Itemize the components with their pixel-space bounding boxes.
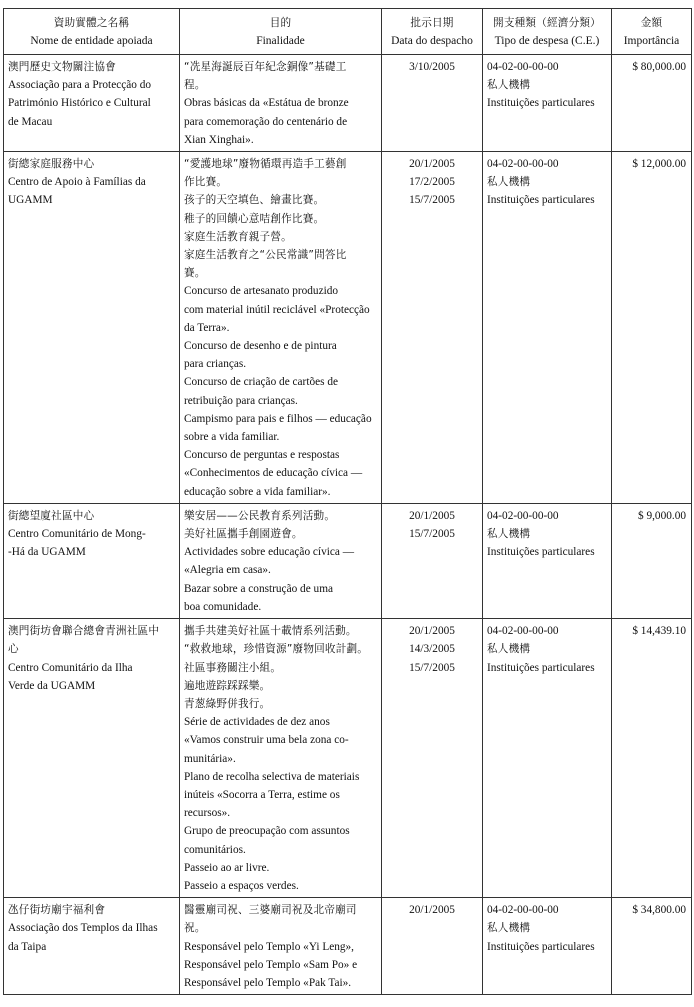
purpose-cell-line: Responsável pelo Templo «Sam Po» e [184,958,358,971]
table-row [4,503,692,618]
header-dispatch-date-zh: 批示日期 [410,17,454,29]
header-dispatch-date [382,9,483,55]
entity-name-cell-line: 心 [8,643,19,656]
purpose-cell-line: Xian Xinghai». [184,133,254,146]
entity-name-cell-line: Associação dos Templos da Ilhas [8,922,158,935]
dispatch-date-cell-line: 20/1/2005 [409,904,455,917]
dispatch-date-cell [382,152,483,504]
entity-name-cell-line: Verde da UGAMM [8,679,96,692]
dispatch-date-cell-line: 14/3/2005 [409,643,455,656]
header-entity-name-pt: Nome de entidade apoiada [30,35,153,47]
purpose-cell-line: “冼星海誕辰百年紀念銅像”基礎工 [184,61,347,73]
purpose-cell-line: Passeio ao ar livre. [184,861,270,874]
purpose-cell-line: 孩子的天空填色、繪畫比賽。 [184,194,325,207]
dispatch-date-cell-line: 17/2/2005 [409,176,455,189]
dispatch-date-cell-line: 20/1/2005 [409,509,455,522]
purpose-cell-line: para comemoração do centenário de [184,115,348,128]
amount-cell: $ 9,000.00 [612,503,692,618]
header-expense-type-pt: Tipo de despesa (C.E.) [494,35,600,47]
purpose-cell-line: “救救地球，珍惜資源”廢物回收計劃。 [184,643,369,656]
subsidy-table [3,8,692,995]
table-body [4,55,692,995]
purpose-cell-line: Bazar sobre a construção de uma [184,582,333,595]
entity-name-cell-line: 澳門歷史文物關注協會 [8,61,116,73]
purpose-cell-line: retribuição para crianças. [184,394,298,407]
purpose-cell-line: 祝。 [184,922,206,935]
entity-name-cell [4,152,180,504]
amount-cell: $ 80,000.00 [612,55,692,152]
entity-name-cell-line: 街總望廈社區中心 [8,509,95,522]
purpose-cell-line: recursos». [184,807,231,820]
purpose-cell-line: 作比賽。 [184,176,228,189]
purpose-cell-line: Concurso de perguntas e respostas [184,449,340,462]
header-entity-name-zh: 資助實體之名稱 [53,17,130,29]
purpose-cell-line: 賽。 [184,267,206,280]
expense-type-cell-line: 04-02-00-00-00 [487,509,559,522]
purpose-cell-line: Concurso de artesanato produzido [184,285,339,298]
purpose-cell-line: comunitários. [184,843,246,856]
entity-name-cell-line: Centro Comunitário da Ilha [8,661,133,674]
header-amount [612,9,692,55]
purpose-cell [180,55,382,152]
entity-name-cell [4,503,180,618]
expense-type-cell-line: Instituições particulares [487,194,595,207]
expense-type-cell-line: 04-02-00-00-00 [487,625,559,638]
table-row [4,55,692,152]
entity-name-cell [4,898,180,995]
purpose-cell-line: 樂安居——公民教育系列活動。 [184,509,336,522]
purpose-cell-line: para crianças. [184,358,247,371]
purpose-cell-line: 社區事務關注小組。 [184,661,282,674]
entity-name-cell-line: 澳門街坊會聯合總會青洲社區中 [8,625,160,638]
dispatch-date-cell [382,55,483,152]
entity-name-cell-line: Associação para a Protecção do [8,79,152,92]
purpose-cell-line: Obras básicas da «Estátua de bronze [184,97,349,110]
entity-name-cell [4,619,180,898]
entity-name-cell-line: 氹仔街坊廟宇福利會 [8,904,106,917]
purpose-cell-line: 醫靈廟司祝、三婆廟司祝及北帝廟司 [184,904,357,917]
expense-type-cell-line: Instituições particulares [487,97,595,110]
header-dispatch-date-pt: Data do despacho [391,35,473,47]
dispatch-date-cell [382,898,483,995]
dispatch-date-cell-line: 3/10/2005 [409,61,455,73]
entity-name-cell-line: UGAMM [8,194,53,207]
purpose-cell-line: Actividades sobre educação cívica — [184,546,355,559]
expense-type-cell-line: 私人機構 [487,922,531,935]
header-amount-zh: 金額 [640,17,663,29]
purpose-cell-line: “愛護地球”廢物循環再造手工藝創 [184,158,347,171]
entity-name-cell-line: Património Histórico e Cultural [8,97,151,110]
entity-name-cell-line: Centro de Apoio à Famílias da [8,176,146,189]
purpose-cell-line: da Terra». [184,321,230,334]
purpose-cell-line: «Vamos construir uma bela zona co- [184,734,349,747]
purpose-cell-line: 遍地遊踪踩踩樂。 [184,679,271,692]
expense-type-cell [483,898,612,995]
expense-type-cell-line: Instituições particulares [487,546,595,559]
purpose-cell-line: sobre a vida familiar. [184,431,280,444]
purpose-cell [180,503,382,618]
purpose-cell-line: Plano de recolha selectiva de materiais [184,770,360,783]
purpose-cell-line: 家庭生活教育親子營。 [184,230,292,243]
amount-cell: $ 34,800.00 [612,898,692,995]
purpose-cell [180,898,382,995]
dispatch-date-cell-line: 20/1/2005 [409,158,455,171]
header-entity-name [4,9,180,55]
header-expense-type [483,9,612,55]
table-header-row [4,9,692,55]
table-row [4,152,692,504]
table-row [4,619,692,898]
expense-type-cell [483,55,612,152]
purpose-cell-line: Responsável pelo Templo «Pak Tai». [184,976,352,989]
purpose-cell-line: 攜手共建美好社區十載情系列活動。 [184,625,357,638]
purpose-cell [180,619,382,898]
entity-name-cell [4,55,180,152]
entity-name-cell-line: Centro Comunitário de Mong- [8,528,146,541]
purpose-cell-line: Responsável pelo Templo «Yi Leng», [184,940,354,953]
table-row [4,898,692,995]
dispatch-date-cell-line: 20/1/2005 [409,625,455,638]
dispatch-date-cell [382,619,483,898]
header-amount-pt: Importância [623,35,680,47]
purpose-cell-line: Campismo para pais e filhos — educação [184,412,372,425]
purpose-cell-line: 青葱綠野併我行。 [184,697,271,710]
expense-type-cell-line: 04-02-00-00-00 [487,61,559,73]
expense-type-cell [483,152,612,504]
purpose-cell-line: Concurso de criação de cartões de [184,376,339,389]
header-expense-type-zh: 開支種類（經濟分類） [493,17,601,29]
expense-type-cell-line: 04-02-00-00-00 [487,904,559,917]
expense-type-cell-line: 私人機構 [487,176,531,189]
purpose-cell-line: 美好社區攜手創園遊會。 [184,528,303,541]
expense-type-cell-line: 私人機構 [487,528,531,541]
entity-name-cell-line: 街總家庭服務中心 [8,158,95,171]
dispatch-date-cell-line: 15/7/2005 [409,661,455,674]
amount-cell: $ 12,000.00 [612,152,692,504]
purpose-cell-line: com material inútil reciclável «Protecção [184,303,370,316]
purpose-cell-line: Grupo de preocupação com assuntos [184,825,350,838]
header-purpose [180,9,382,55]
purpose-cell-line: Série de actividades de dez anos [184,716,330,729]
amount-cell: $ 14,439.10 [612,619,692,898]
purpose-cell-line: munitária». [184,752,236,765]
purpose-cell-line: boa comunidade. [184,600,262,613]
entity-name-cell-line: da Taipa [8,940,47,953]
header-purpose-zh: 目的 [269,17,292,29]
dispatch-date-cell-line: 15/7/2005 [409,528,455,541]
header-purpose-pt: Finalidade [256,35,305,47]
purpose-cell-line: 稚子的回饋心意咭創作比賽。 [184,212,325,225]
expense-type-cell-line: Instituições particulares [487,661,595,674]
purpose-cell-line: inúteis «Socorra a Terra, estime os [184,788,340,801]
expense-type-cell [483,619,612,898]
dispatch-date-cell [382,503,483,618]
entity-name-cell-line: de Macau [8,115,53,128]
expense-type-cell-line: Instituições particulares [487,940,595,953]
purpose-cell-line: «Alegria em casa». [184,564,271,577]
purpose-cell-line: Passeio a espaços verdes. [184,879,299,892]
purpose-cell [180,152,382,504]
expense-type-cell-line: 私人機構 [487,79,531,92]
purpose-cell-line: Concurso de desenho e de pintura [184,340,337,353]
purpose-cell-line: 程。 [184,79,206,92]
expense-type-cell [483,503,612,618]
expense-type-cell-line: 私人機構 [487,643,531,656]
entity-name-cell-line: -Há da UGAMM [8,546,86,559]
purpose-cell-line: «Conhecimentos de educação cívica — [184,467,363,480]
purpose-cell-line: educação sobre a vida familiar». [184,485,331,498]
dispatch-date-cell-line: 15/7/2005 [409,194,455,207]
purpose-cell-line: 家庭生活教育之“公民常識”問答比 [184,249,347,262]
expense-type-cell-line: 04-02-00-00-00 [487,158,559,171]
